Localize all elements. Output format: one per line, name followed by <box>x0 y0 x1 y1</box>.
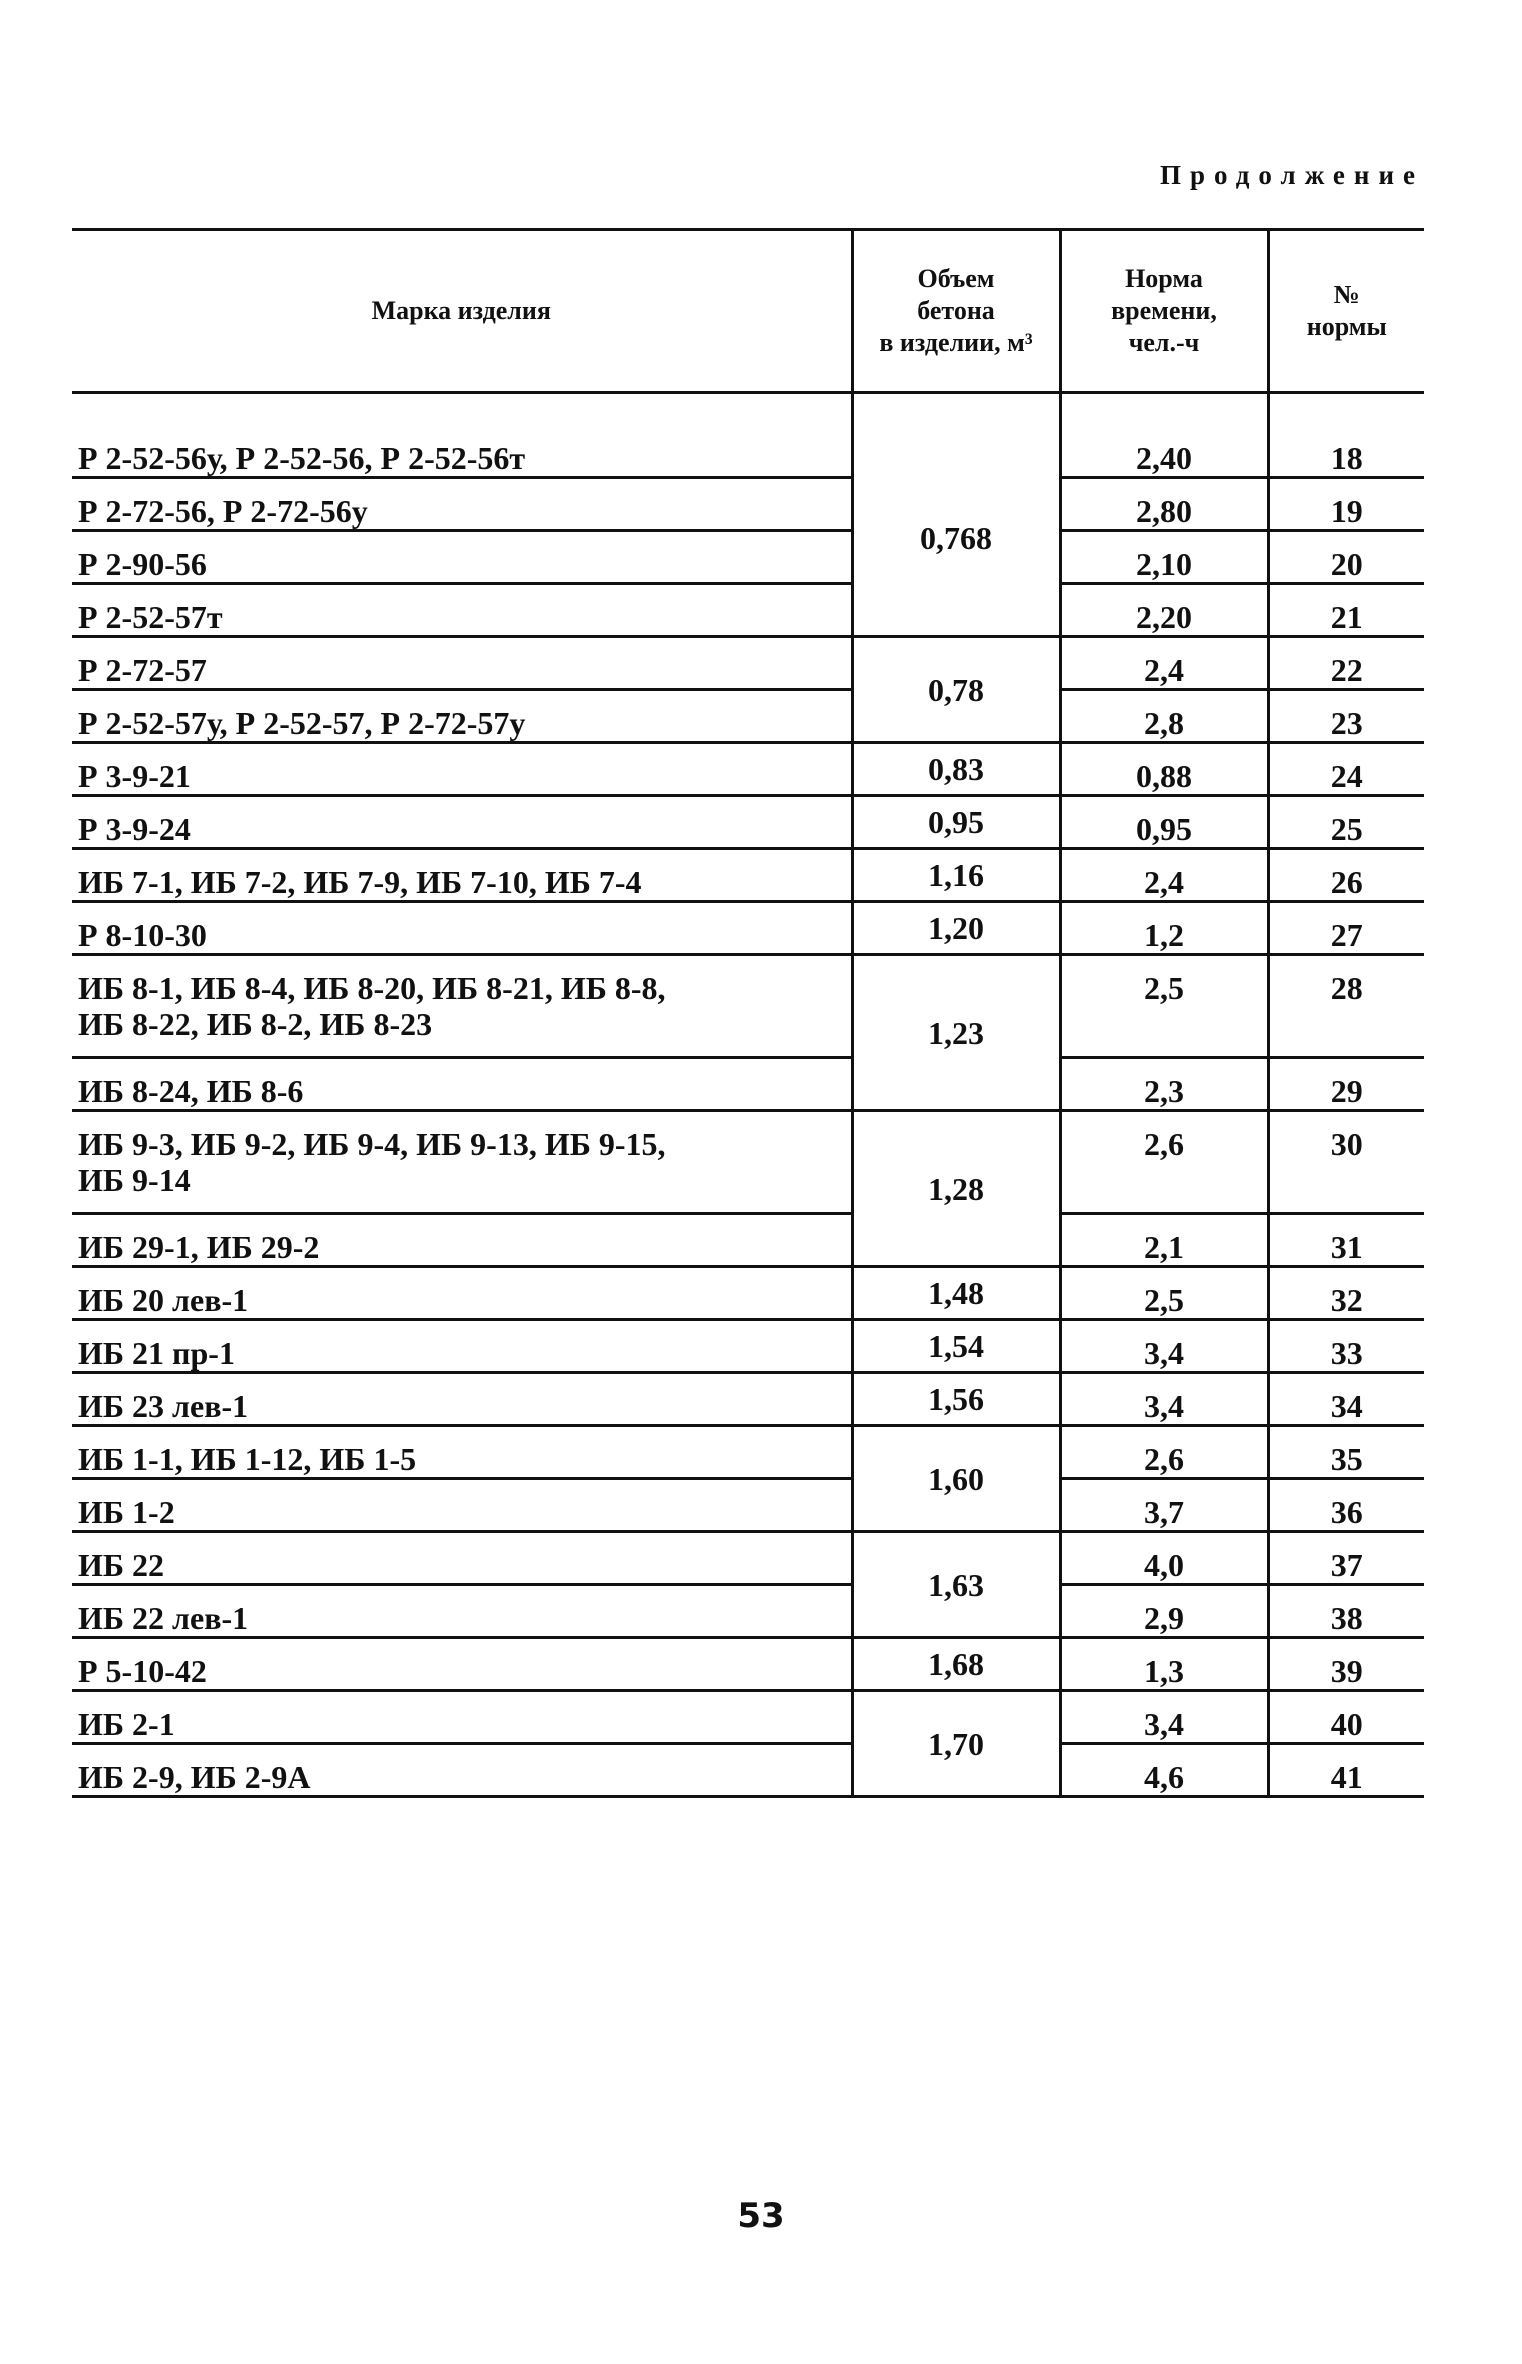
cell-volume: 0,78 <box>852 637 1060 743</box>
cell-norm-time: 2,80 <box>1060 478 1268 531</box>
header-norm-no: № нормы <box>1268 230 1424 393</box>
cell-norm-no: 30 <box>1268 1111 1424 1214</box>
cell-norm-time: 2,5 <box>1060 1267 1268 1320</box>
cell-volume: 0,95 <box>852 796 1060 849</box>
cell-norm-no: 32 <box>1268 1267 1424 1320</box>
cell-mark: ИБ 22 лев-1 <box>72 1585 852 1638</box>
table-row <box>72 1267 1424 1320</box>
cell-volume: 1,60 <box>852 1426 1060 1532</box>
cell-norm-no: 34 <box>1268 1373 1424 1426</box>
table-row <box>72 1426 1424 1479</box>
cell-norm-time: 4,0 <box>1060 1532 1268 1585</box>
cell-mark: ИБ 7-1, ИБ 7-2, ИБ 7-9, ИБ 7-10, ИБ 7-4 <box>72 849 852 902</box>
cell-norm-no: 25 <box>1268 796 1424 849</box>
cell-mark: ИБ 1-2 <box>72 1479 852 1532</box>
cell-norm-time: 3,4 <box>1060 1320 1268 1373</box>
cell-mark: ИБ 8-24, ИБ 8-6 <box>72 1058 852 1111</box>
cell-volume: 0,83 <box>852 743 1060 796</box>
table-row <box>72 955 1424 1058</box>
cell-norm-time: 0,95 <box>1060 796 1268 849</box>
cell-norm-time: 2,3 <box>1060 1058 1268 1111</box>
cell-norm-time: 3,7 <box>1060 1479 1268 1532</box>
table-row <box>72 1532 1424 1585</box>
cell-norm-time: 1,2 <box>1060 902 1268 955</box>
cell-mark: Р 2-90-56 <box>72 531 852 584</box>
cell-volume: 1,63 <box>852 1532 1060 1638</box>
cell-mark: Р 2-72-57 <box>72 637 852 690</box>
cell-norm-time: 2,8 <box>1060 690 1268 743</box>
cell-norm-no: 27 <box>1268 902 1424 955</box>
cell-mark: Р 3-9-21 <box>72 743 852 796</box>
cell-volume: 1,70 <box>852 1691 1060 1797</box>
table-row <box>72 1691 1424 1744</box>
cell-norm-no: 21 <box>1268 584 1424 637</box>
cell-norm-no: 19 <box>1268 478 1424 531</box>
cell-mark: ИБ 1-1, ИБ 1-12, ИБ 1-5 <box>72 1426 852 1479</box>
cell-norm-no: 18 <box>1268 393 1424 478</box>
header-mark: Марка изделия <box>72 230 852 393</box>
cell-mark: Р 3-9-24 <box>72 796 852 849</box>
cell-mark: Р 8-10-30 <box>72 902 852 955</box>
cell-norm-no: 40 <box>1268 1691 1424 1744</box>
cell-norm-time: 0,88 <box>1060 743 1268 796</box>
table-header-row <box>72 230 1424 393</box>
cell-norm-time: 2,1 <box>1060 1214 1268 1267</box>
table-row <box>72 531 1424 584</box>
cell-mark: ИБ 9-3, ИБ 9-2, ИБ 9-4, ИБ 9-13, ИБ 9-15, ИБ 9-14 <box>72 1111 852 1214</box>
continuation-label: Продолжение <box>1160 160 1424 190</box>
cell-norm-time: 3,4 <box>1060 1373 1268 1426</box>
cell-mark: Р 2-52-56у, Р 2-52-56, Р 2-52-56т <box>72 393 852 478</box>
cell-norm-no: 26 <box>1268 849 1424 902</box>
cell-volume: 0,768 <box>852 393 1060 637</box>
cell-norm-time: 2,40 <box>1060 393 1268 478</box>
cell-norm-time: 2,5 <box>1060 955 1268 1058</box>
cell-volume: 1,20 <box>852 902 1060 955</box>
table-row <box>72 1214 1424 1267</box>
cell-norm-no: 23 <box>1268 690 1424 743</box>
cell-mark: ИБ 20 лев-1 <box>72 1267 852 1320</box>
table-row <box>72 584 1424 637</box>
table-row <box>72 478 1424 531</box>
cell-norm-no: 24 <box>1268 743 1424 796</box>
cell-norm-no: 20 <box>1268 531 1424 584</box>
cell-mark: ИБ 2-1 <box>72 1691 852 1744</box>
norms-table <box>72 228 1424 1798</box>
cell-volume: 1,16 <box>852 849 1060 902</box>
table-row <box>72 796 1424 849</box>
cell-norm-no: 36 <box>1268 1479 1424 1532</box>
cell-mark: ИБ 2-9, ИБ 2-9А <box>72 1744 852 1797</box>
table-row <box>72 1585 1424 1638</box>
cell-norm-no: 35 <box>1268 1426 1424 1479</box>
table-row <box>72 1373 1424 1426</box>
cell-mark: ИБ 29-1, ИБ 29-2 <box>72 1214 852 1267</box>
cell-mark: ИБ 8-1, ИБ 8-4, ИБ 8-20, ИБ 8-21, ИБ 8-8, ИБ 8-22, ИБ 8-2, ИБ 8-23 <box>72 955 852 1058</box>
cell-norm-time: 2,4 <box>1060 849 1268 902</box>
cell-volume: 1,28 <box>852 1111 1060 1267</box>
cell-volume: 1,23 <box>852 955 1060 1111</box>
cell-mark: ИБ 22 <box>72 1532 852 1585</box>
cell-norm-no: 41 <box>1268 1744 1424 1797</box>
cell-norm-time: 2,4 <box>1060 637 1268 690</box>
cell-norm-time: 4,6 <box>1060 1744 1268 1797</box>
table-row <box>72 1111 1424 1214</box>
table-body <box>72 393 1424 1797</box>
table-row <box>72 743 1424 796</box>
cell-norm-no: 39 <box>1268 1638 1424 1691</box>
cell-norm-no: 22 <box>1268 637 1424 690</box>
table-row <box>72 1479 1424 1532</box>
cell-norm-no: 37 <box>1268 1532 1424 1585</box>
cell-mark: ИБ 21 пр-1 <box>72 1320 852 1373</box>
cell-norm-time: 2,6 <box>1060 1111 1268 1214</box>
cell-mark: Р 2-72-56, Р 2-72-56у <box>72 478 852 531</box>
cell-mark: Р 5-10-42 <box>72 1638 852 1691</box>
cell-norm-no: 31 <box>1268 1214 1424 1267</box>
table-row <box>72 1744 1424 1797</box>
cell-norm-time: 2,10 <box>1060 531 1268 584</box>
cell-norm-time: 2,9 <box>1060 1585 1268 1638</box>
cell-volume: 1,54 <box>852 1320 1060 1373</box>
cell-mark: ИБ 23 лев-1 <box>72 1373 852 1426</box>
cell-norm-time: 2,20 <box>1060 584 1268 637</box>
cell-norm-no: 33 <box>1268 1320 1424 1373</box>
page-number: 53 <box>737 2196 785 2236</box>
cell-volume: 1,68 <box>852 1638 1060 1691</box>
cell-volume: 1,56 <box>852 1373 1060 1426</box>
table-row <box>72 902 1424 955</box>
cell-mark: Р 2-52-57у, Р 2-52-57, Р 2-72-57у <box>72 690 852 743</box>
cell-norm-time: 2,6 <box>1060 1426 1268 1479</box>
table-row <box>72 1058 1424 1111</box>
table-row <box>72 637 1424 690</box>
table-row <box>72 849 1424 902</box>
cell-mark: Р 2-52-57т <box>72 584 852 637</box>
header-volume: Объем бетона в изделии, м³ <box>852 230 1060 393</box>
cell-norm-no: 28 <box>1268 955 1424 1058</box>
cell-volume: 1,48 <box>852 1267 1060 1320</box>
cell-norm-no: 29 <box>1268 1058 1424 1111</box>
table-row <box>72 393 1424 478</box>
cell-norm-time: 1,3 <box>1060 1638 1268 1691</box>
table-row <box>72 1320 1424 1373</box>
table-row <box>72 690 1424 743</box>
cell-norm-no: 38 <box>1268 1585 1424 1638</box>
header-norm-time: Норма времени, чел.-ч <box>1060 230 1268 393</box>
cell-norm-time: 3,4 <box>1060 1691 1268 1744</box>
table-row <box>72 1638 1424 1691</box>
